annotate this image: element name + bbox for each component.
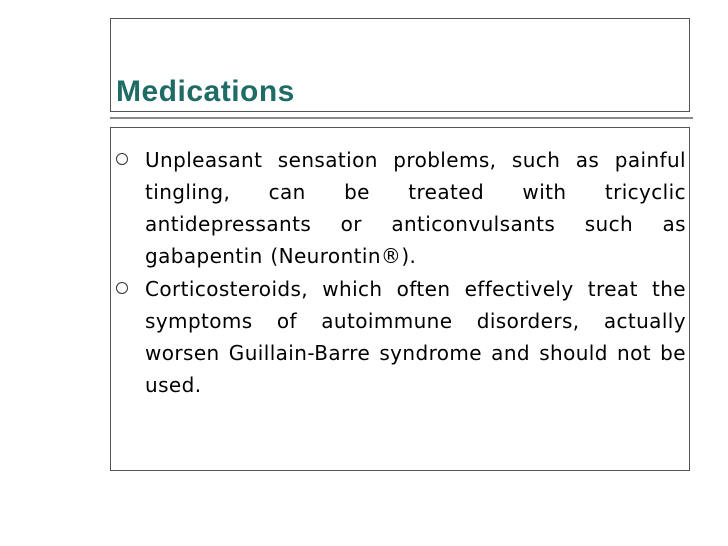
title-divider [110,117,693,119]
bullet-text: Unpleasant sensation problems, such as painful tingling, can be treated with tricyclic antidepressants or anticonvulsants such as gabapentin (Neurontin®). [145,148,686,268]
slide-title: Medications [116,75,295,108]
bullet-list [116,144,686,402]
hollow-circle-icon [116,282,128,294]
bullet-item [116,144,686,272]
hollow-circle-icon [116,153,128,165]
bullet-text: Corticosteroids, which often effectively treat the symptoms of autoimmune disorders, actually worsen Guillain-Barre syndrome and should not be used. [145,277,686,397]
bullet-item [116,273,686,401]
